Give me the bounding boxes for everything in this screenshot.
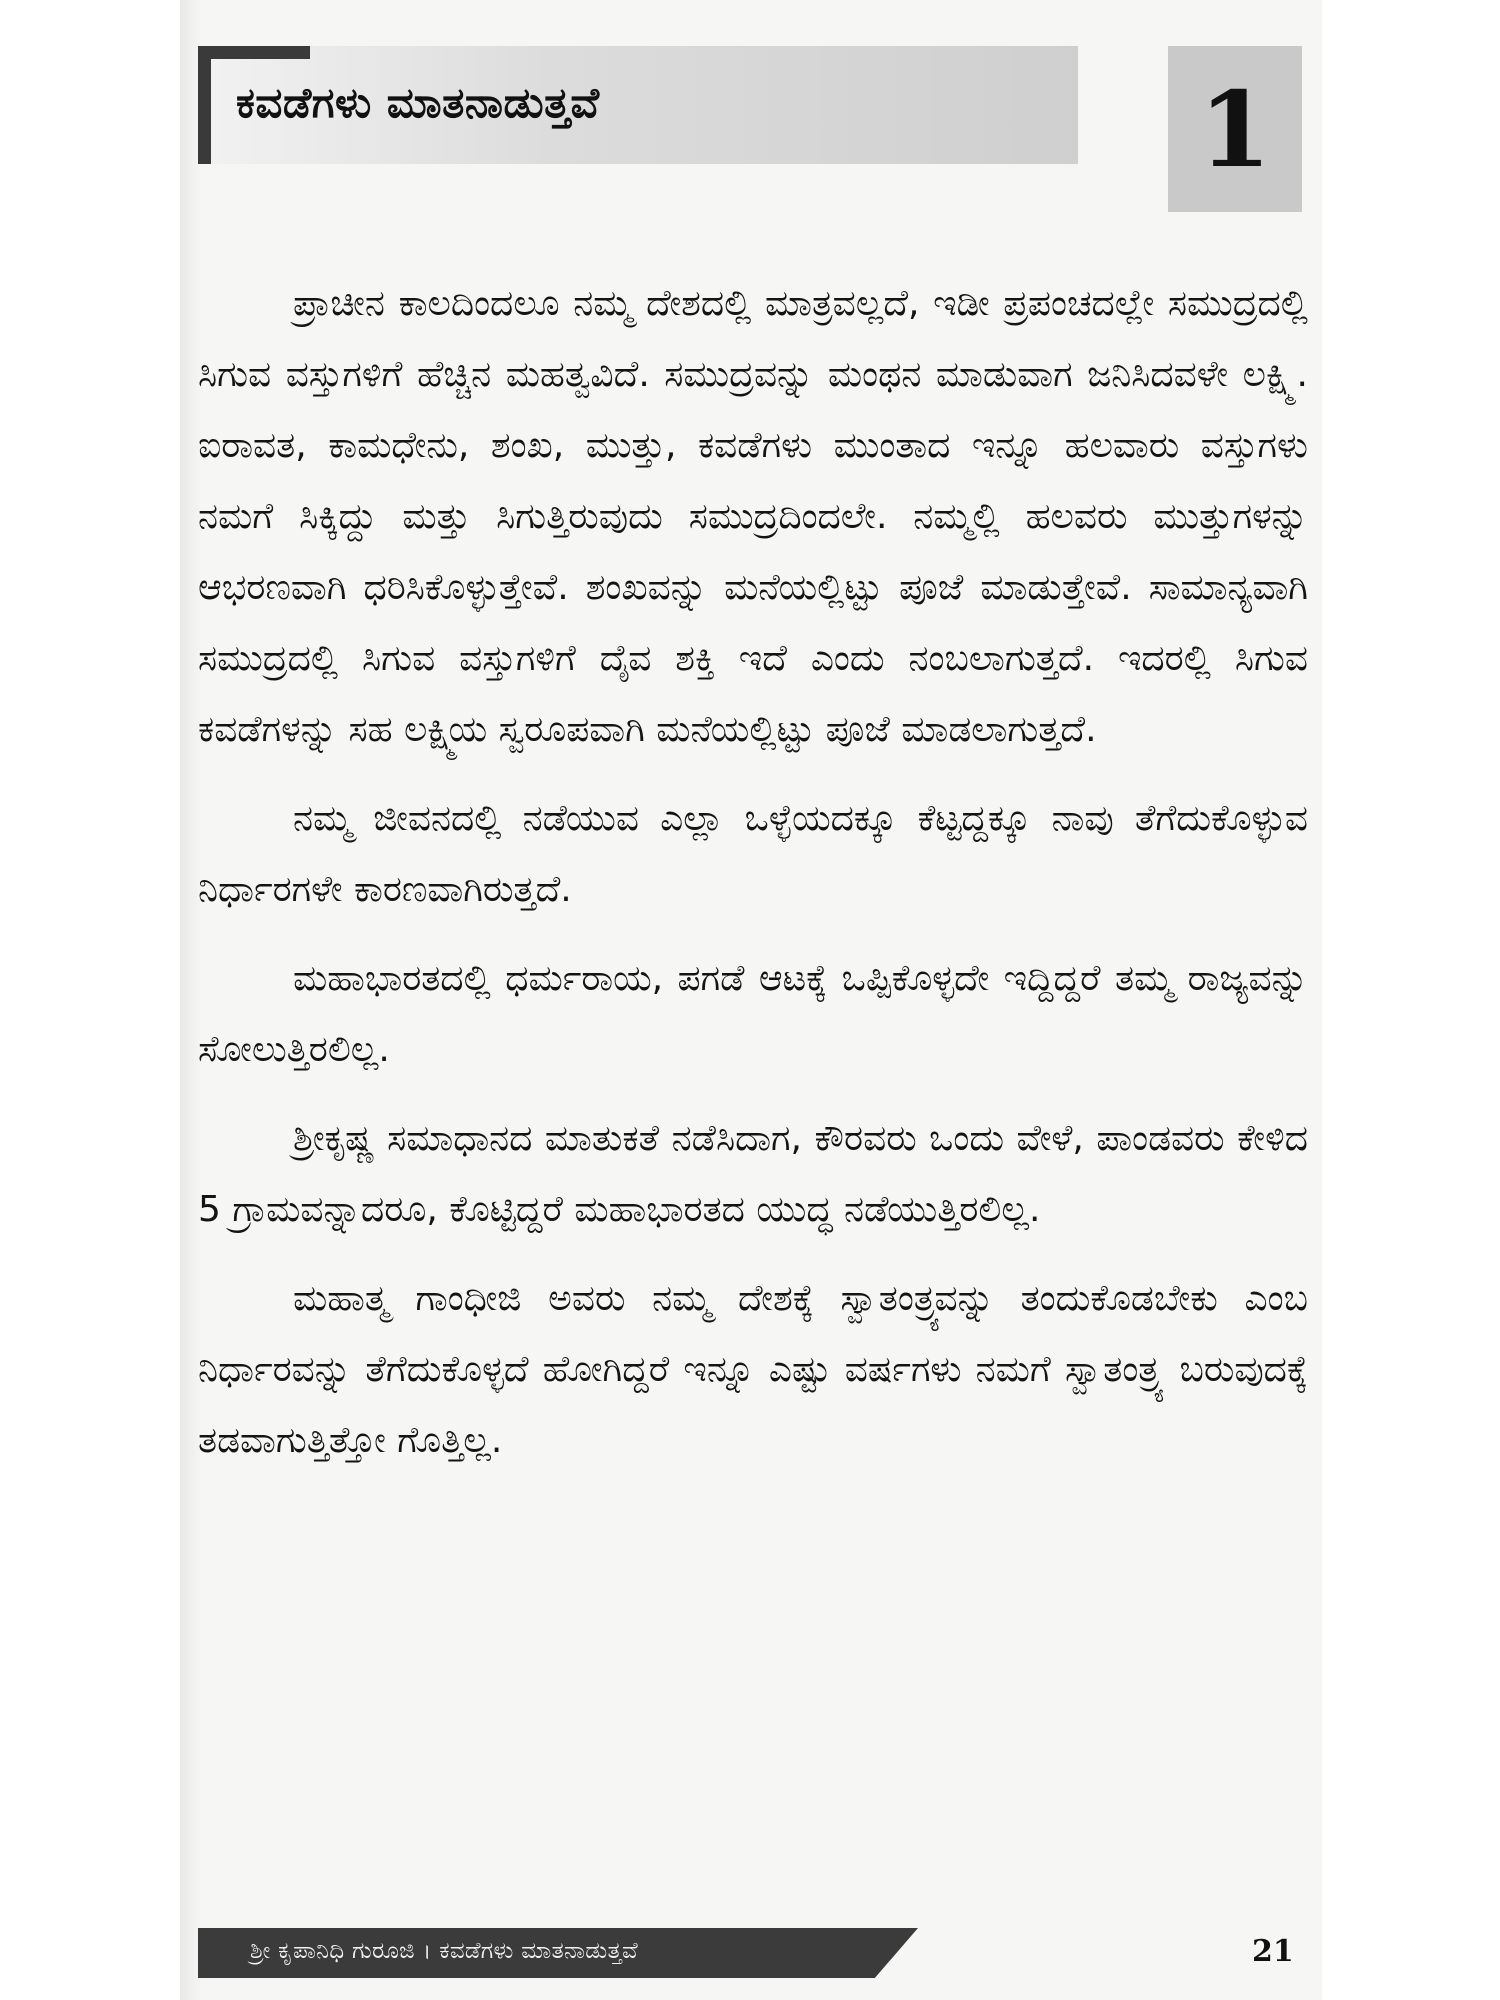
body-text	[198, 268, 1308, 1494]
header-accent-bar-left	[198, 46, 211, 164]
paragraph: ಶ್ರೀಕೃಷ್ಣ ಸಮಾಧಾನದ ಮಾತುಕತೆ ನಡೆಸಿದಾಗ, ಕೌರವರು ಒಂದು ವೇಳೆ, ಪಾಂಡವರು ಕೇಳಿದ 5 ಗ್ರಾಮವನ್ನಾದರೂ, ಕೊಟ್ಟಿದ್ದರೆ ಮಹಾಭಾರತದ ಯುದ್ಧ ನಡೆಯುತ್ತಿರಲಿಲ್ಲ.	[198, 1118, 1308, 1230]
paragraph: ಮಹಾತ್ಮ ಗಾಂಧೀಜಿ ಅವರು ನಮ್ಮ ದೇಶಕ್ಕೆ ಸ್ವಾತಂತ್ರ್ಯವನ್ನು ತಂದುಕೊಡಬೇಕು ಎಂಬ ನಿರ್ಧಾರವನ್ನು ತೆಗೆದುಕೊಳ್ಳದೆ ಹೋಗಿದ್ದರೆ ಇನ್ನೂ ಎಷ್ಟು ವರ್ಷಗಳು ನಮಗೆ ಸ್ವಾತಂತ್ರ್ಯ ಬರುವುದಕ್ಕೆ ತಡವಾಗುತ್ತಿತ್ತೋ ಗೊತ್ತಿಲ್ಲ.	[198, 1278, 1308, 1461]
header-accent-bar-top	[198, 46, 310, 59]
paragraph: ಮಹಾಭಾರತದಲ್ಲಿ ಧರ್ಮರಾಯ, ಪಗಡೆ ಆಟಕ್ಕೆ ಒಪ್ಪಿಕೊಳ್ಳದೇ ಇದ್ದಿದ್ದರೆ ತಮ್ಮ ರಾಜ್ಯವನ್ನು ಸೋಲುತ್ತಿರಲಿಲ್ಲ.	[198, 958, 1308, 1070]
page-number: 21	[1252, 1934, 1294, 1969]
chapter-number: 1	[1198, 68, 1272, 191]
paragraph: ನಮ್ಮ ಜೀವನದಲ್ಲಿ ನಡೆಯುವ ಎಲ್ಲಾ ಒಳ್ಳೆಯದಕ್ಕೂ ಕೆಟ್ಟದ್ದಕ್ಕೂ ನಾವು ತೆಗೆದುಕೊಳ್ಳುವ ನಿರ್ಧಾರಗಳೇ ಕಾರಣವಾಗಿರುತ್ತದೆ.	[198, 798, 1308, 910]
chapter-title: ಕವಡೆಗಳು ಮಾತನಾಡುತ್ತವೆ	[236, 78, 600, 127]
footer-running-title: ಶ್ರೀ ಕೃಪಾನಿಧಿ ಗುರೂಜಿ । ಕವಡೆಗಳು ಮಾತನಾಡುತ್ತವೆ	[250, 1938, 638, 1964]
paragraph: ಪ್ರಾಚೀನ ಕಾಲದಿಂದಲೂ ನಮ್ಮ ದೇಶದಲ್ಲಿ ಮಾತ್ರವಲ್ಲದೆ, ಇಡೀ ಪ್ರಪಂಚದಲ್ಲೇ ಸಮುದ್ರದಲ್ಲಿ ಸಿಗುವ ವಸ್ತುಗಳಿಗೆ ಹೆಚ್ಚಿನ ಮಹತ್ವವಿದೆ. ಸಮುದ್ರವನ್ನು ಮಂಥನ ಮಾಡುವಾಗ ಜನಿಸಿದವಳೇ ಲಕ್ಷ್ಮಿ. ಐರಾವತ, ಕಾಮಧೇನು, ಶಂಖ, ಮುತ್ತು, ಕವಡೆಗಳು ಮುಂತಾದ ಇನ್ನೂ ಹಲವಾರು ವಸ್ತುಗಳು ನಮಗೆ ಸಿಕ್ಕಿದ್ದು ಮತ್ತು ಸಿಗುತ್ತಿರುವುದು ಸಮುದ್ರದಿಂದಲೇ. ನಮ್ಮಲ್ಲಿ ಹಲವರು ಮುತ್ತುಗಳನ್ನು ಆಭರಣವಾಗಿ ಧರಿಸಿಕೊಳ್ಳುತ್ತೇವೆ. ಶಂಖವನ್ನು ಮನೆಯಲ್ಲಿಟ್ಟು ಪೂಜೆ ಮಾಡುತ್ತೇವೆ. ಸಾಮಾನ್ಯವಾಗಿ ಸಮುದ್ರದಲ್ಲಿ ಸಿಗುವ ವಸ್ತುಗಳಿಗೆ ದೈವ ಶಕ್ತಿ ಇದೆ ಎಂದು ನಂಬಲಾಗುತ್ತದೆ. ಇದರಲ್ಲಿ ಸಿಗುವ ಕವಡೆಗಳನ್ನು ಸಹ ಲಕ್ಷ್ಮಿಯ ಸ್ವರೂಪವಾಗಿ ಮನೆಯಲ್ಲಿಟ್ಟು ಪೂಜೆ ಮಾಡಲಾಗುತ್ತದೆ.	[198, 283, 1308, 750]
